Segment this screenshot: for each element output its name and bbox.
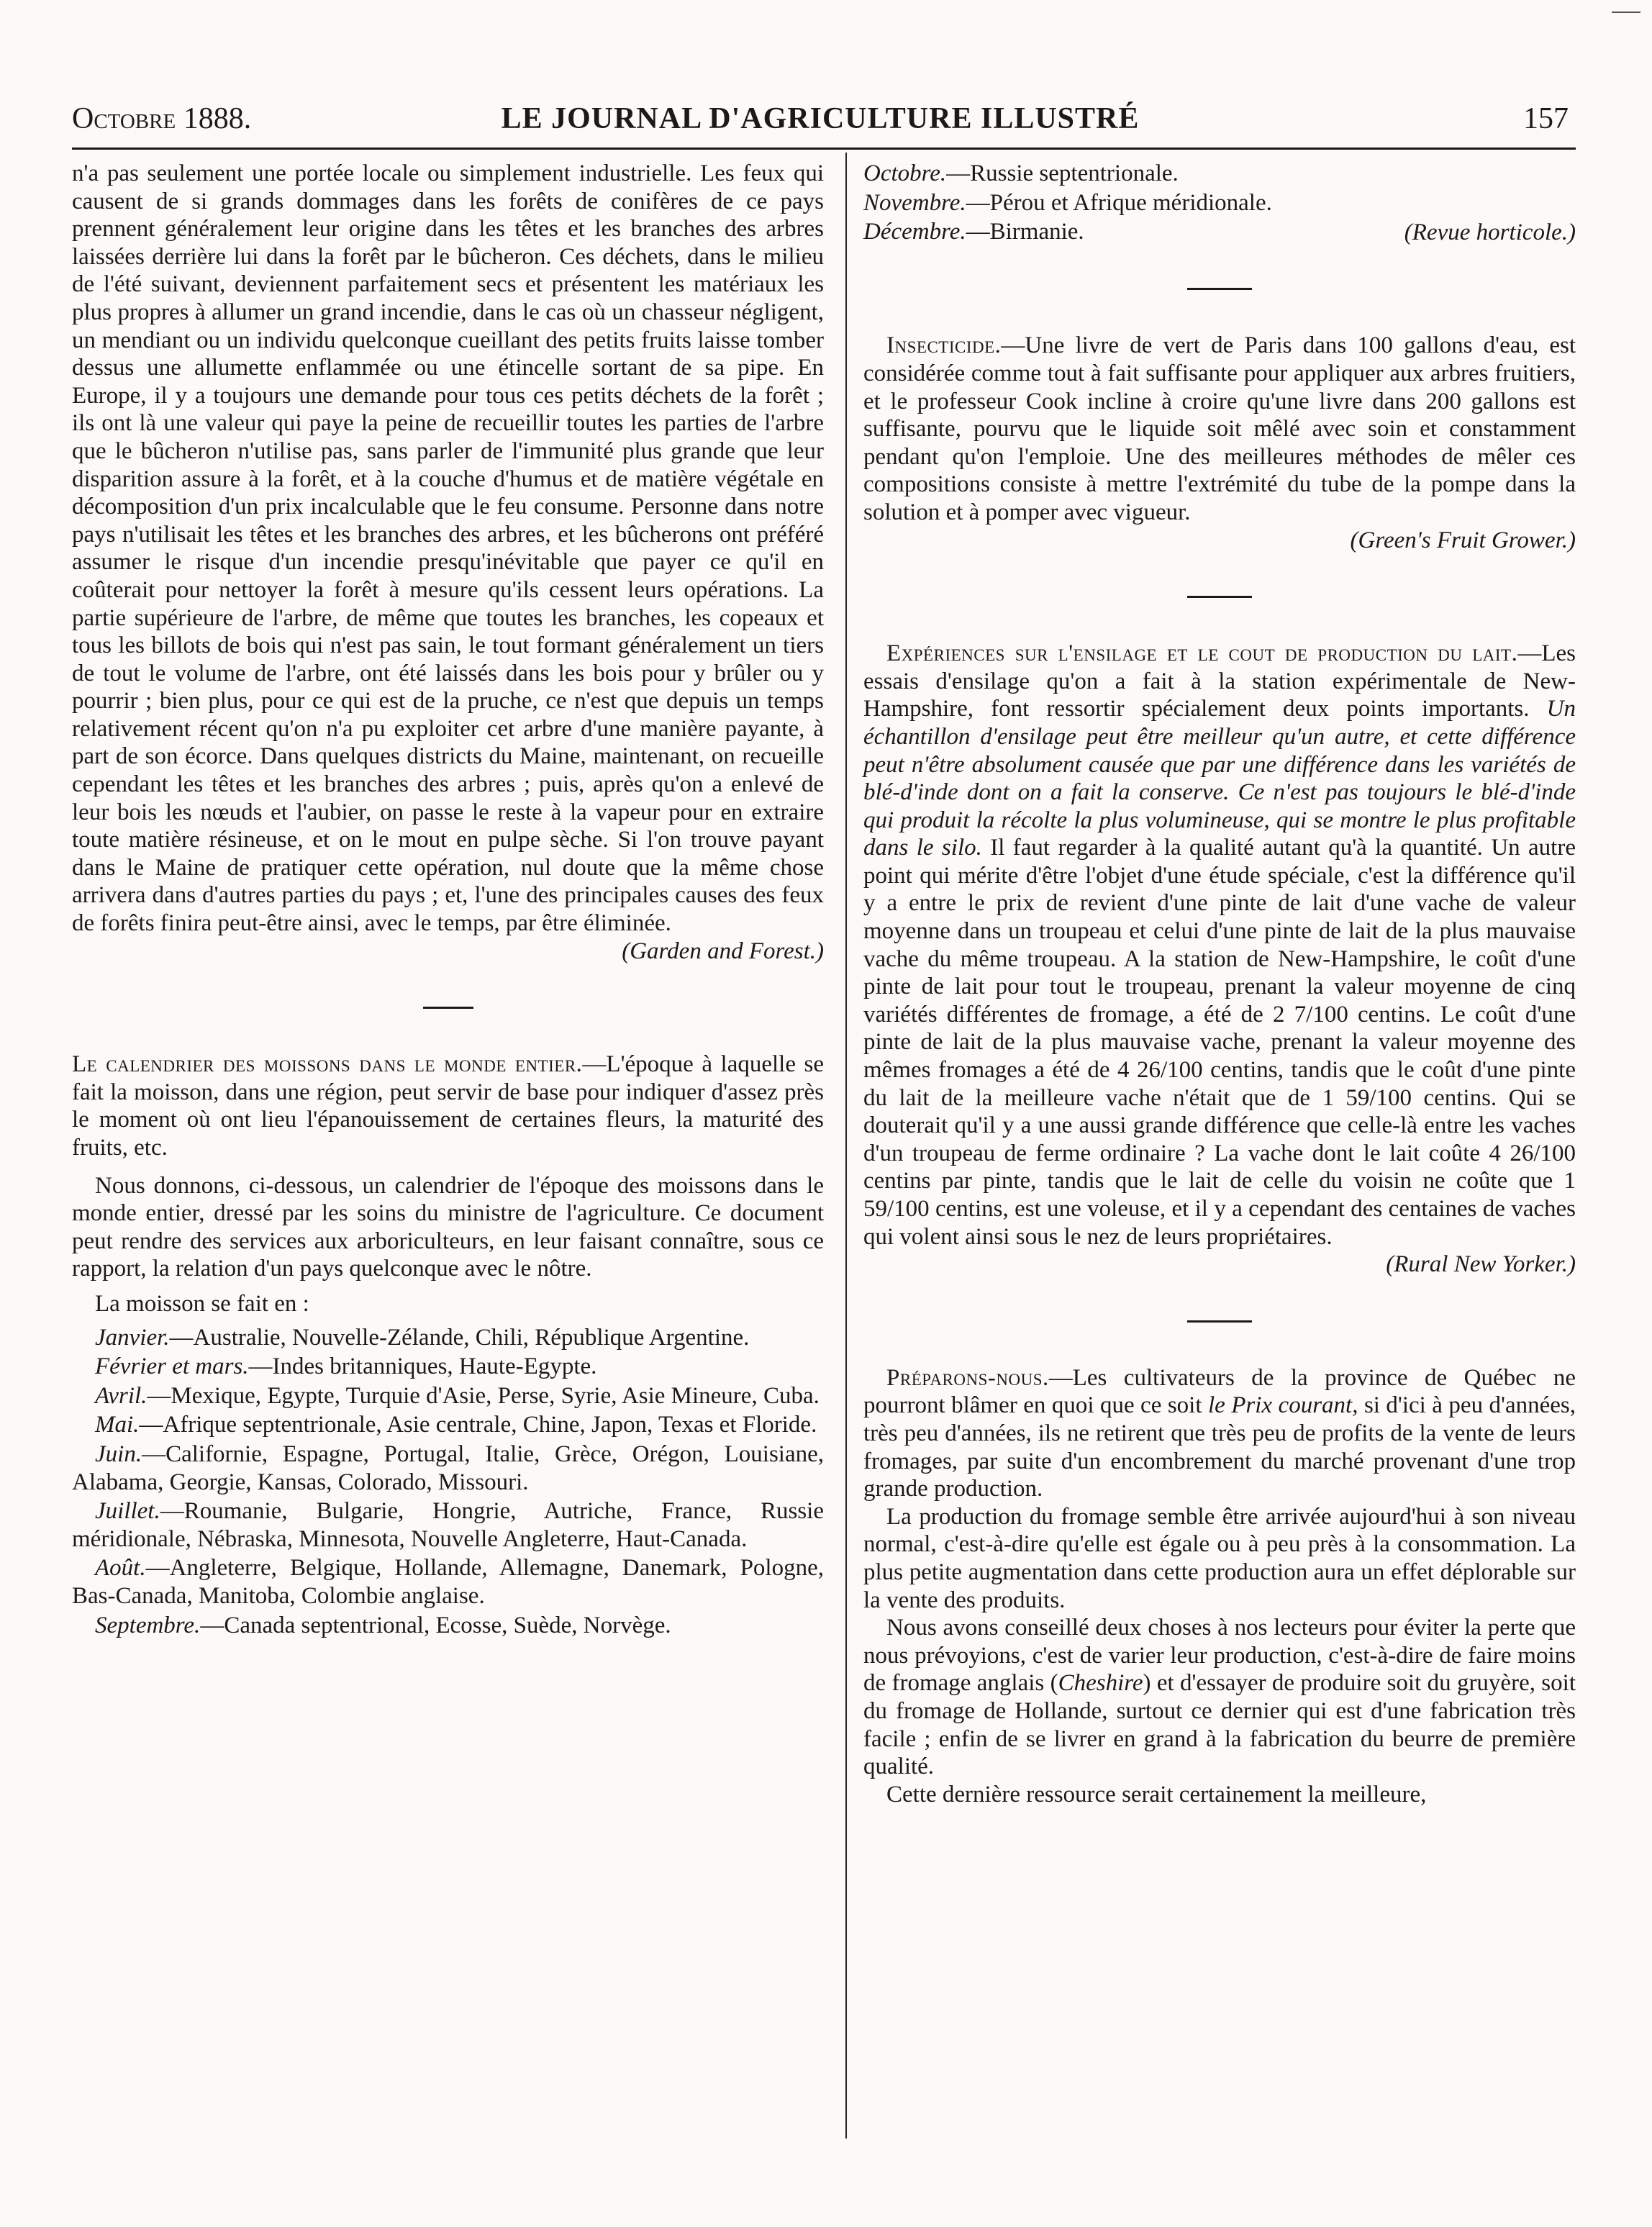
page-header xyxy=(72,94,1569,144)
list-item: Septembre.—Canada septentrional, Ecosse, Suède, Norvège. xyxy=(95,1612,671,1638)
scan-corner-mark xyxy=(1612,12,1640,13)
right-column xyxy=(863,160,1576,1808)
list-item: Janvier.—Australie, Nouvelle-Zélande, Chili, République Argentine. xyxy=(95,1324,750,1351)
section-separator xyxy=(1187,596,1252,598)
journal-title: LE JOURNAL D'AGRICULTURE ILLUSTRÉ xyxy=(501,102,1140,135)
calendar-article xyxy=(72,1051,824,1161)
insecticide-source: (Green's Fruit Grower.) xyxy=(1350,527,1576,553)
forest-source: (Garden and Forest.) xyxy=(622,938,824,964)
column-divider xyxy=(845,153,847,2138)
calendar-paragraph-2: Nous donnons, ci-dessous, un calendrier de l'époque des moissons dans le monde entier, dressé par les soins du ministre de l'agriculture. Ce document peut rendre des services aux arboriculteurs, en leur faisant connaître, sous ce rapport, la relation d'un pays quelconque avec le nôtre. xyxy=(72,1172,824,1282)
section-separator xyxy=(1187,288,1252,290)
ensilage-source: (Rural New Yorker.) xyxy=(1386,1251,1576,1278)
calendar-lead: La moisson se fait en : xyxy=(95,1290,309,1317)
ensilage-title: Expériences sur l'ensilage et le cout de production du lait. xyxy=(886,640,1518,667)
list-item: Avril.—Mexique, Egypte, Turquie d'Asie, Perse, Syrie, Asie Mineure, Cuba. xyxy=(95,1382,820,1409)
list-item: Décembre.—Birmanie. xyxy=(863,219,1084,245)
preparons-paragraph-4: Cette dernière ressource serait certainement la meilleure, xyxy=(886,1781,1427,1808)
list-item: Novembre.—Pérou et Afrique méridionale. xyxy=(863,189,1272,216)
insecticide-article xyxy=(863,332,1576,526)
ensilage-italic-passage: Un échantillon d'ensilage peut être meilleur qu'un autre, et cette différence peut n'être absolument causée que par une différence dans les variétés de blé-d'inde dont on a fait la conserve. Ce n'est pas toujours le blé-d'inde qui produit la récolte la plus volumineuse, qui se montre le plus profitable dans le silo. xyxy=(863,696,1576,861)
section-separator xyxy=(1187,1320,1252,1323)
preparons-paragraph-2: La production du fromage semble être arrivée aujourd'hui à son niveau normal, c'est-à-dire qu'elle est égale ou à peu près à la consommation. La plus petite augmentation dans cette production aura un effet déplorable sur la vente des produits. xyxy=(863,1503,1576,1613)
page-number: 157 xyxy=(1523,102,1569,135)
list-item: Mai.—Afrique septentrionale, Asie centrale, Chine, Japon, Texas et Floride. xyxy=(95,1412,817,1438)
preparons-title: Préparons-nous. xyxy=(886,1364,1049,1391)
calendar-intro: —L'époque à laquelle se fait la moisson, dans une région, peut servir de base pour indiquer d'assez près le moment où ont lieu l'épanouissement de certaines fleurs, la maturité des fruits, etc. xyxy=(72,1051,824,1161)
header-rule xyxy=(72,148,1576,150)
forest-paragraph: n'a pas seulement une portée locale ou simplement industrielle. Les feux qui causent de si grands dommages dans les forêts de conifères de ce pays prennent généralement leur origine dans les têtes et les branches des arbres laissées derrière lui dans la forêt par le bûcheron. Ces déchets, dans le milieu de l'été suivant, deviennent parfaitement secs et présentent les matériaux les plus propres à allumer un grand incendie, dans le cas où un chasseur négligent, un mendiant ou un individu quelconque cueillant des petits fruits laisse tomber dessus une allumette enflammée ou une étincelle sortant de sa pipe. En Europe, il y a toujours une demande pour tous ces petits déchets de la forêt ; ils ont là une valeur qui paye la peine de recueillir toutes les parties de l'arbre que le bûcheron n'utilise pas, sans parler de l'immunité plus grande que leur disparition assure à la forêt, et à la couche d'humus et de matière végétale en décomposition d'un prix incalculable que le feu consume. Personne dans notre pays n'utilisait les têtes et les branches des arbres, et les bûcherons ont préféré assumer le risque d'un incendie presqu'inévitable que payer ce qu'il en coûterait pour nettoyer la forêt à mesure qu'ils cessent leurs opérations. La partie supérieure de l'arbre, de même que toutes les branches, les copeaux et tous les billots de bois qui n'est pas sain, le tout formant généralement un tiers de tout le volume de l'arbre, ont été laissés dans les bois pour y brûler ou y pourrir ; bien plus, pour ce qui est de la pruche, ce n'est que depuis un temps relativement récent qu'on n'a pu exploiter cet arbre d'une manière payante, à part de son écorce. Dans quelques districts du Maine, maintenant, on recueille cependant les têtes et les branches des arbres ; puis, après qu'on a enlevé de leur bois les nœuds et l'aubier, on passe le reste à la vapeur pour en extraire toute matière résineuse, et on le mout en pulpe sèche. Si l'on trouve payant dans le Maine de pratiquer cette opération, nul doute que la même chose arrivera dans d'autres parties du pays ; et, l'une des principales causes des feux de forêts finira peut-être ainsi, avec le temps, par être éliminée. xyxy=(72,160,824,937)
issue-date: Octobre 1888. xyxy=(72,102,252,135)
list-item: Juillet.—Roumanie, Bulgarie, Hongrie, Autriche, France, Russie méridionale, Nébraska, Minnesota, Nouvelle Angleterre, Haut-Canada. xyxy=(72,1498,824,1552)
insecticide-title: Insecticide. xyxy=(886,332,1002,359)
list-item: Octobre.—Russie septentrionale. xyxy=(863,160,1179,186)
preparons-paragraph-3: Nous avons conseillé deux choses à nos lecteurs pour éviter la perte que nous prévoyions, c'est de varier leur production, c'est-à-dire de faire moins de fromage anglais (Cheshire) et d'essayer de produire soit du gruyère, soit du fromage de Hollande, surtout ce dernier qui est d'une fabrication très facile ; enfin de se livrer en grand à la fabrication du beurre de première qualité. xyxy=(863,1615,1576,1780)
calendar-source: (Revue horticole.) xyxy=(1404,219,1576,245)
list-item: Février et mars.—Indes britanniques, Haute-Egypte. xyxy=(95,1353,597,1380)
ensilage-article: Expériences sur l'ensilage et le cout de production du lait.—Les essais d'ensilage qu'on a fait à la station expérimentale de New-Hampshire, font ressortir spécialement deux points importants. Un échantillon d'ensilage peut être meilleur qu'un autre, et cette différence peut n'être absolument causée que par une différence dans les variétés de blé-d'inde dont on a fait la conserve. Ce n'est pas toujours le blé-d'inde qui produit la récolte la plus volumineuse, qui se montre le plus profitable dans le silo. Il faut regarder à la qualité autant qu'à la quantité. Un autre point qui mérite d'être l'objet d'une étude spéciale, c'est la différence qu'il y a entre le prix de revient d'une pinte de lait d'une vache de valeur moyenne dans un troupeau et celui d'une pinte de lait de la plus mauvaise vache du même troupeau. A la station de New-Hampshire, le coût d'une pinte de lait pour tout le troupeau, prenant la valeur moyenne de cinq variétés différentes de fromage, a été de 2 7/100 centins. Le coût d'une pinte de lait de la plus mauvaise vache, prenant la valeur moyenne des mêmes fromages a été de 4 26/100 centins, tandis que le coût d'une pinte du lait de la meilleure vache n'était que de 1 59/100 centins. Qui se douterait qu'il y a une aussi grande différence que celle-là entre les vaches d'un troupeau de ferme ordinaire ? La vache dont le lait coûte 4 26/100 centins par pinte, tandis que le lait de celle du voisin ne coûte que 1 59/100 centins, est une voleuse, et il y a cependant des centaines de vaches qui volent ainsi sous le nez de leurs propriétaires. xyxy=(863,640,1576,1250)
section-separator xyxy=(423,1007,473,1009)
left-column xyxy=(72,160,824,1641)
list-item: Août.—Angleterre, Belgique, Hollande, Allemagne, Danemark, Pologne, Bas-Canada, Manitoba, Colombie anglaise. xyxy=(72,1555,824,1609)
list-item: Juin.—Californie, Espagne, Portugal, Italie, Grèce, Orégon, Louisiane, Alabama, Georgie, Kansas, Colorado, Missouri. xyxy=(72,1441,824,1495)
insecticide-text: —Une livre de vert de Paris dans 100 gallons d'eau, est considérée comme tout à fait suffisante pour appliquer aux arbres fruitiers, et le professeur Cook incline à croire qu'une livre dans 200 gallons est suffisante, pourvu que le liquide soit mêlé avec soin et constamment pendant qu'on l'emploie. Une des meilleures méthodes de mêler ces compositions consiste à mettre l'extrémité du tube de la pompe dans la solution et à pomper avec vigueur. xyxy=(863,332,1576,525)
harvest-calendar-list xyxy=(72,1324,824,1640)
preparons-article: Préparons-nous.—Les cultivateurs de la province de Québec ne pourront blâmer en quoi que ce soit le Prix courant, si d'ici à peu d'années, très peu d'années, ils ne retirent que très peu de profits de la vente de leurs fromages, par suite d'un encombrement du marché provenant d'une trop grande production. xyxy=(863,1364,1576,1502)
calendar-title: Le calendrier des moissons dans le monde entier. xyxy=(72,1051,583,1078)
